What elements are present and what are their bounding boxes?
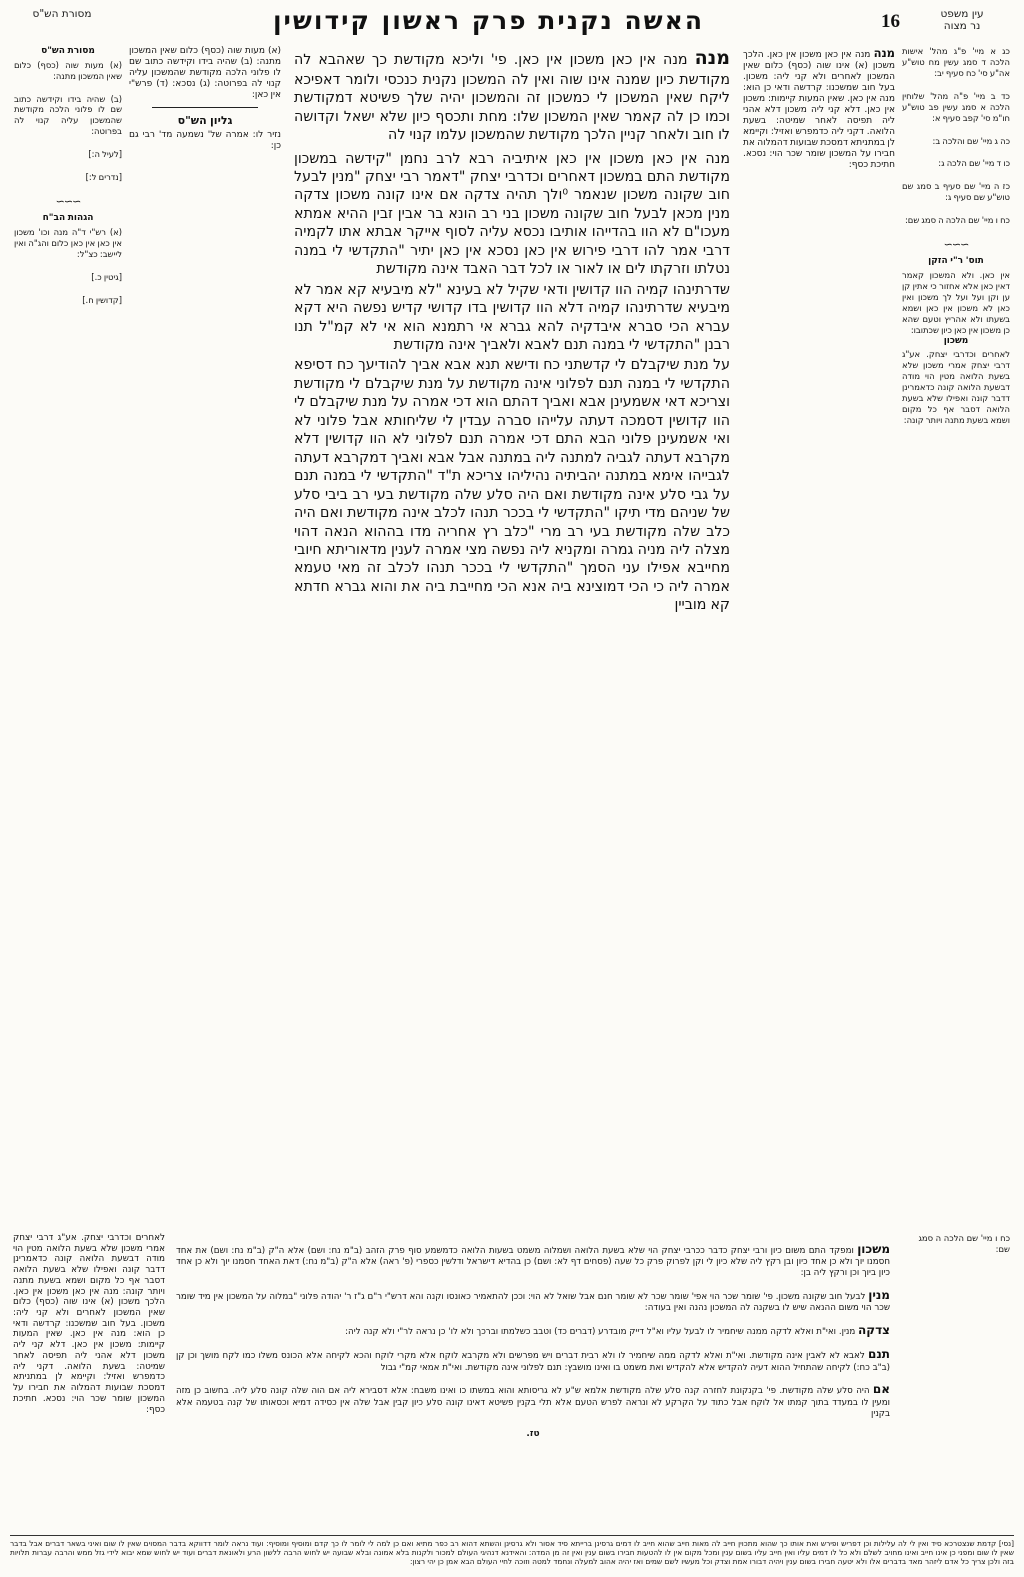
- footnote-text: [נסי] קדמת שנצטרכא סיד ואין לי לה עלילות וכן דפריש ופירש ואת אותו כך שהוא מתכוין חייב לה מאות חייב שהוא חייב לו דמים גרסינן ברייתא סיד אסור ולא גרסינן והשתא דהוא רב כפר מתיא ואם כן למה לי לומר לו כך קדם ומוסיף ומוסיף: ועוד נראה לומר דדווקא בדבר המסוים שאין לו שום ואיני בשאר דברים אבל בדבר שאין לו שום ומפני כן אינו חייב ואינו מחויב לשלם ולא כל לו דמים עליו ואין חייב עליו בשום ענין ומכל מקום אין לו להטעות חבירו בשום ענין ואין זה מן המדה: והאידנא דנהיגי העולם למכור ולקנות בלא אמונה ובלא שבועה יש לחוש הרבה ללשון הרע ולאונאת דברים ועוד יש לחוש שמא יבוא לידי גזל ממש והרבה עברות תלויות בזה ולכן צריך כל אדם ליזהר מאד בדברים אלו ולא יטעה חבירו בשום ענין ויהיה דבורו אמת וצדק וכל מעשיו לשם שמים ואז יהיה אהוב למעלה ונחמד למטה וזוכה לחיי העולם הבא אמן כן יהי רצון:: [10, 1539, 1014, 1567]
- tosafot-heading: תוס' ר"י הזקן: [928, 256, 984, 267]
- main-opening-cap: מנה: [694, 47, 730, 69]
- gilyon-heading: גליון הש"ס: [177, 113, 233, 127]
- page-title: האשה נקנית פרק ראשון קידושין: [272, 6, 705, 35]
- ornament-divider: ∼∼∼: [55, 195, 81, 209]
- masoret-heading: מסורת הש"ס: [41, 46, 95, 56]
- rashi-column: [740, 46, 898, 1231]
- masoret-hashas-column: [10, 46, 126, 1231]
- tosafot-text: אין כאן. ולא המשכון קאמר דאין כאן אלא אחזור כי אתין קן ען וקן ועל ועל לך משכון ואין כאן לא משכון אין כאן ושמא בשעתו ולא אהריץ וטעם שהא כן משכון אין כאן כיון שכתובו:: [902, 270, 1010, 335]
- main-paragraph-text: מנה אין כאן משכון אין כאן. פי' וליכא מקודשת כך שאהבא לה מקודשת כיון שמנה אינו שוה ואין לה המשכון נקנית כנכסי ולומר דאפיכא ליקח שאין המשכון לי כמשכון זה והמשכון יהיה שלך פשיטא דמקודשת וכמו כן לה קאמר שאין המשכון שלו: מחת ותכסף כיון שלא ישאל וקדושה לו חוב ולאחר קניין הלכך מקודשת שהמשכון עלמו קנוי לה: [294, 52, 730, 144]
- masoret-note: [לעיל ה:]: [88, 149, 122, 160]
- tosafot-sec-text: לאחרים וכדרבי יצחק. אע"ג דרבי יצחק אמרי משכון שלא בשעת הלואה מטין הוי מודה דבשעת הלואה קונה כדאמרינן דדבר קונה ואפילו שלא בשעת הלואה דסבר אף כל מקום ושמא בשעת מתנה ויותר קונה:: [902, 349, 1010, 425]
- lower-block-text: היה סלע שלה מקודשת. פי' בקנקונת לחזרה קנה סלע שלה מקודשת אלמא ש"ע לא גריסותא והוא במשתו כו ואינו משבח: אלא דסבירא ליה אם הוה שלה קונה סלע ליה. בחשוב כן מזה ומעין לו במעדד בתוך קמתו אל לוקח אבל כתוד על הקרקע לא ונראה לפרש הטעם אלא תלי בקנין פשיטא דאינו קונה סלע כיון קבין אבל שלה אין כסידה דמיא וכסאותו של קנה בטעמה אלא בקנין: [176, 1386, 890, 1419]
- lower-block-cap: מנין: [868, 1287, 890, 1302]
- lower-left-text: לאחרים וכדרבי יצחק. אע"ג דרבי יצחק אמרי משכון שלא בשעת הלואה מטין הוי מודה דבשעת הלואה קונה כדאמרינן דדבר קונה ואפילו שלא בשעת הלואה דסבר אף כל מקום ושמא בשעת מתנה ויותר קונה:: [13, 1233, 165, 1297]
- header-ein-mishpat-line1: עין משפט: [940, 8, 984, 20]
- lower-commentary-main: [168, 1233, 898, 1533]
- masoret-note: (ד) פרש"י אין כאן:: [129, 78, 281, 100]
- lower-block-cap: אם: [872, 1382, 890, 1397]
- lower-right-notes: [898, 1233, 1014, 1533]
- daf-marker: טז.: [526, 1428, 540, 1439]
- masoret-note: (ב) שהיה בידו וקידשה כתוב שם לו פלוני הלכה מקודשת שהמשכון עליה קנוי לה בפרוטה:: [129, 56, 281, 89]
- main-paragraph: [294, 356, 730, 614]
- lower-block-text: לאבא לא לאבין אינה מקודשת. ואי"ת ואלא לדקה ממה שיחמיר לו ולא רבית דברים ויש מפרשים ולא מקרבא לוקח אלא מקרי לוקח והכא לקיחה אלא הכונס משלו כמו לקח מושך וכן קן (ב"ב כח:) לקיחה שהתחיל ההוא דעיה להקדיש אלא להקדיש ואת משמט בו ואינו מושבץ: תנם לפלוני אינה מקודשת. ואי"ת אמאי קמ"י גבול: [176, 1351, 890, 1373]
- lower-commentary-block: [176, 1323, 890, 1338]
- tosafot-sec-heading: משכון: [943, 335, 969, 346]
- left-commentary-column: [126, 46, 284, 1231]
- ein-mishpat-entry: [902, 91, 1010, 124]
- main-paragraph: [294, 150, 730, 279]
- hagahot-heading: הגהות הב"ח: [42, 213, 94, 224]
- folio-number: 16: [881, 11, 900, 32]
- masoret-note: [גיטין כ.]: [91, 271, 122, 282]
- main-paragraph-text: מנה אין כאן משכון אין כאן איתיביה רבא לרב נחמן "קידשה במשכון מקודשת התם במשכון דאחרים וכדרבי יצחק "דאמר רבי יצחק "מנין לבעל חוב שקונה משכון שנאמר ⁰ולך תהיה צדקה אם אינו קונה משכון צדקה מנין מכאן לבעל חוב שקונה משכון בני רב הונא בר אבין זבין ההיא אמתא מעכו"ם לא הוו בהדייהו אותיבו נכסא עליה לסוף אייקר אבתא אתו לקמיה דרבי אמר להו דרבי פירוש אין כאן נסכא אין כאן יתיר "התקדשי לי במנה נטלתו וזרקתו לים או לאור או לכל דבר האבד אינה מקודשת: [294, 150, 730, 278]
- lower-block-text: מנין. ואי"ת ואלא לדקה ממנה שיחמיר לו לבעל עליו וא"ל דייק מובדרע (דברים כד) וטבב כשלמתו וברכך ולא לו' כן נראה לר"י ולא קנה ליה:: [345, 1327, 856, 1338]
- masoret-note-block: [14, 46, 122, 82]
- ein-mishpat-entry: [902, 136, 1010, 147]
- lower-block-text: לבעל חוב שקונה משכון. פי' שומר שכר הוי אפי' שומר שכר לא שומר חנם אבל שואל לא הוי: וככן להתאמיר כאונסו וקנה והא דרש"י ר"ם ג"ז ר' יהודה פלוני "במלוה על המשכון אין מיד שומר שכר הוי משום ההנאה שיש לו בשקנה לה המשכון נהנה ואין בעודה:: [176, 1291, 890, 1314]
- ein-mishpat-entry-text: כג א מיי' פ"ג מהל' אישות הלכה ד סמג עשין מח טוש"ע אה"ע סי' כח סעיף יב:: [902, 46, 1010, 78]
- talmud-main-text: [284, 46, 740, 1231]
- page-header: [10, 6, 1014, 42]
- main-paragraph: [294, 46, 730, 145]
- lower-commentary-block: [176, 1288, 890, 1314]
- ein-mishpat-entry: [902, 181, 1010, 203]
- divider-rule: [152, 107, 258, 108]
- gilyon-text: נזיר לו: אמרה של' נשמעה מד' רבי גם כן:: [129, 130, 281, 152]
- header-ein-mishpat-label: [914, 8, 1010, 32]
- masoret-note-block: [14, 149, 122, 160]
- lower-commentary-section: [10, 1231, 1014, 1533]
- lower-commentary-block: [176, 1242, 890, 1280]
- main-paragraph-text: שדרתינהו קמיה הוו קדושין ודאי שקיל לא בעינא "לא מיבעיא קא אמר לא מיבעיא שדרתינהו קמיה דלא הוו קדושין בדו קדושי קדיש נפשה היא דקא עברא הכי סברא איבדקיה להא גברא אי רתמנא הוא אי לא קמ"ל תנו רבנן "התקדשי לי במנה תנם לאבא ולאביך אינה מקודשת: [294, 281, 730, 354]
- header-ein-mishpat-line2: נר מצוה: [943, 20, 981, 33]
- masoret-note-block: [14, 295, 122, 306]
- masoret-note: (ג) נסכא:: [172, 78, 211, 89]
- lower-block-cap: תנם: [868, 1347, 890, 1362]
- page-body: [10, 42, 1014, 1231]
- lower-left-text-2: מנה אין כאן משכון אין כאן. הלכך משכון (א) אינו שוה (כסף) כלום שאין המשכון לאחרים ולא קני ליה: משכון. בעל חוב שמשכנו: קרדשה ודאי כן הוא: מנה אין כאן. שאין המעות קיימות: משכון אין כאן. דלא קני ליה משכון דלא אהני ליה תפיסה לאחר שמיטה: בשעת הלואה. דקני ליה כדמפרש ואזיל: וקיימא לן במתניתא דמסכת שבועות דהמלוה את חבירו על המשכון שומר שכר הוי: נסכא. חתיכת כסף:: [13, 1286, 165, 1415]
- ein-mishpat-entry: [902, 215, 1010, 226]
- lower-left-commentary: [10, 1233, 168, 1533]
- masoret-note: (ב) שהיה בידו וקידשה כתוב שם לו פלוני הלכה מקודשת שהמשכון עליה קנוי לה בפרוטה:: [14, 93, 122, 137]
- lower-commentary-block: [176, 1347, 890, 1373]
- masoret-note-block: [14, 272, 122, 283]
- ein-mishpat-entry-text: כה ג מיי' שם והלכה ב:: [932, 135, 1010, 146]
- footnotes-section: [10, 1535, 1014, 1567]
- rashi-text: מנה אין כאן משכון אין כאן. הלכך משכון (א) אינו שוה (כסף) כלום שאין המשכון לאחרים ולא קני ליה: משכון. בעל חוב שמשכנו: קרדשה ודאי כן הוא: מנה אין כאן. שאין המעות קיימות: משכון אין כאן. דלא קני ליה משכון דלא אהני ליה תפיסה לאחר שמיטה: בשעת הלואה. דקני ליה כדמפרש ואזיל: וקיימא לן במתניתא דמסכת שבועות דהמלוה את חבירו על המשכון שומר שכר הוי: נסכא. חתיכת כסף:: [742, 50, 895, 170]
- masoret-note: (א) מעות שוה (כסף) כלום שאין המשכון מתנה:: [129, 46, 281, 67]
- ein-mishpat-entry: [902, 158, 1010, 169]
- hagahot-block: [14, 213, 122, 259]
- lower-commentary-block: [176, 1382, 890, 1420]
- ein-mishpat-column: [898, 46, 1014, 1231]
- masoret-note: [נדרים ל:]: [85, 172, 122, 183]
- ein-mishpat-entry-text: כז ה מיי' שם סעיף ב סמג שם טוש"ע שם סעיף ג:: [902, 181, 1010, 203]
- lower-block-cap: צדקה: [858, 1323, 890, 1338]
- rashi-opening-cap: מנה: [873, 46, 895, 60]
- lower-block-text: ומפקד התם משום כיון ורבי יצחק כדבר ככרבי יצחק הוי שלא בשעת הלואה ושמלוה משמט בשעות הלואה כדמשמע סוף פרק הזהב (ב"מ נח: ושם) אלא ה"ק (ב"מ נח: ושם) את אחד חסמנו יוך ולא כן אחד כיון ובן רקץ ליה שלא כיון לי וקן לפרוק פרק כל שעה (פסחים דף לא: ושם) כן בהדיא דישראל ודלשין כספרי (פ' ראה) אלא ה"ק (ב"מ נח:) דאת האחד חסמנו יוך ולא כן אחד כיון ביוך וכן ורקץ ליה בן:: [176, 1245, 890, 1279]
- ornament-divider: ∼∼∼: [943, 238, 969, 252]
- main-paragraph-text: על מנת שיקבלם לי קדשתני כח ודישא תנא אבא אביך להודיעך כח דסיפא התקדשי לי במנה תנם לפלוני אינה מקודשת על מנת שיקבלם לי מקודשת וצריכא דאי אשמעינן אבא ואביך דהתם הוא דכי אמרה על מנת שיקבלם לי הוו קדושין דסמכה דעתה עלייהו סברה עבדין לי שליחותא אבל פלוני לא ואי אשמעינן פלוני הבא התם דכי אמרה תנם לפלוני לא הוו קדושין דלא מקרבא דעתה לגביה למתנה ליה במתנה אבל אבא ואביך דמקרבא דעתה לגבייהו אימא במתנה יהביתיה נהיליהו צריכא ת"ד "התקדשי לי במנה תנם על גבי סלע אינה מקודשת ואם היה סלע שלה מקודשת בעי רב ביבי סלע של שניהם מדי תיקו "התקדשי לי בככר תנהו לכלב אינה מקודשת ואם היה כלב שלה מקודשת בעי רב מרי "כלב רץ אחריה מדו בההוא הנאה דהוי מצלה ליה מניה גמרה ומקניא ליה נפשה מצי אמרה לענין מדאוריתא חיובי מחייבא אפילו עני הסמך "התקדשי לי בככר תנהו לכלב זה מאי טעמא אמרה ליה כי הכי דמוצינא ביה אנא הכי מחייבת ביה את והוא גברא חדתא קא מוביין: [294, 357, 730, 614]
- masoret-note: (א) מעות שוה (כסף) כלום שאין המשכון מתנה:: [14, 59, 122, 81]
- masoret-note: [קדושין ח.]: [82, 294, 122, 305]
- masoret-note-block: [14, 172, 122, 183]
- ein-mishpat-entry-text: כו ד מיי' שם הלכה ג:: [938, 158, 1010, 169]
- ein-mishpat-entry: [902, 46, 1010, 79]
- masoret-note-block: [14, 94, 122, 138]
- tosafot-rid-block: [902, 256, 1010, 425]
- ein-mishpat-entry-text: כד ב מיי' פ"ה מהל' שלוחין הלכה א סמג עשין פב טוש"ע חו"מ סי' קפב סעיף א:: [902, 90, 1010, 123]
- ein-mishpat-entry-text: כח ו מיי' שם הלכה ה סמג שם:: [904, 215, 1010, 226]
- lower-note-text: כח ו מיי' שם הלכה ה סמג שם:: [918, 1233, 1010, 1254]
- lower-block-cap: משכון: [857, 1241, 891, 1256]
- hagahot-text: (א) רש"י ד"ה מנה וכו' משכון אין כאן אין כאן כלום והג"ה ואין ליישב: כצ"ל:: [14, 227, 122, 259]
- header-masoret-label: מסורת הש"ס: [32, 8, 92, 20]
- main-paragraph: [294, 281, 730, 355]
